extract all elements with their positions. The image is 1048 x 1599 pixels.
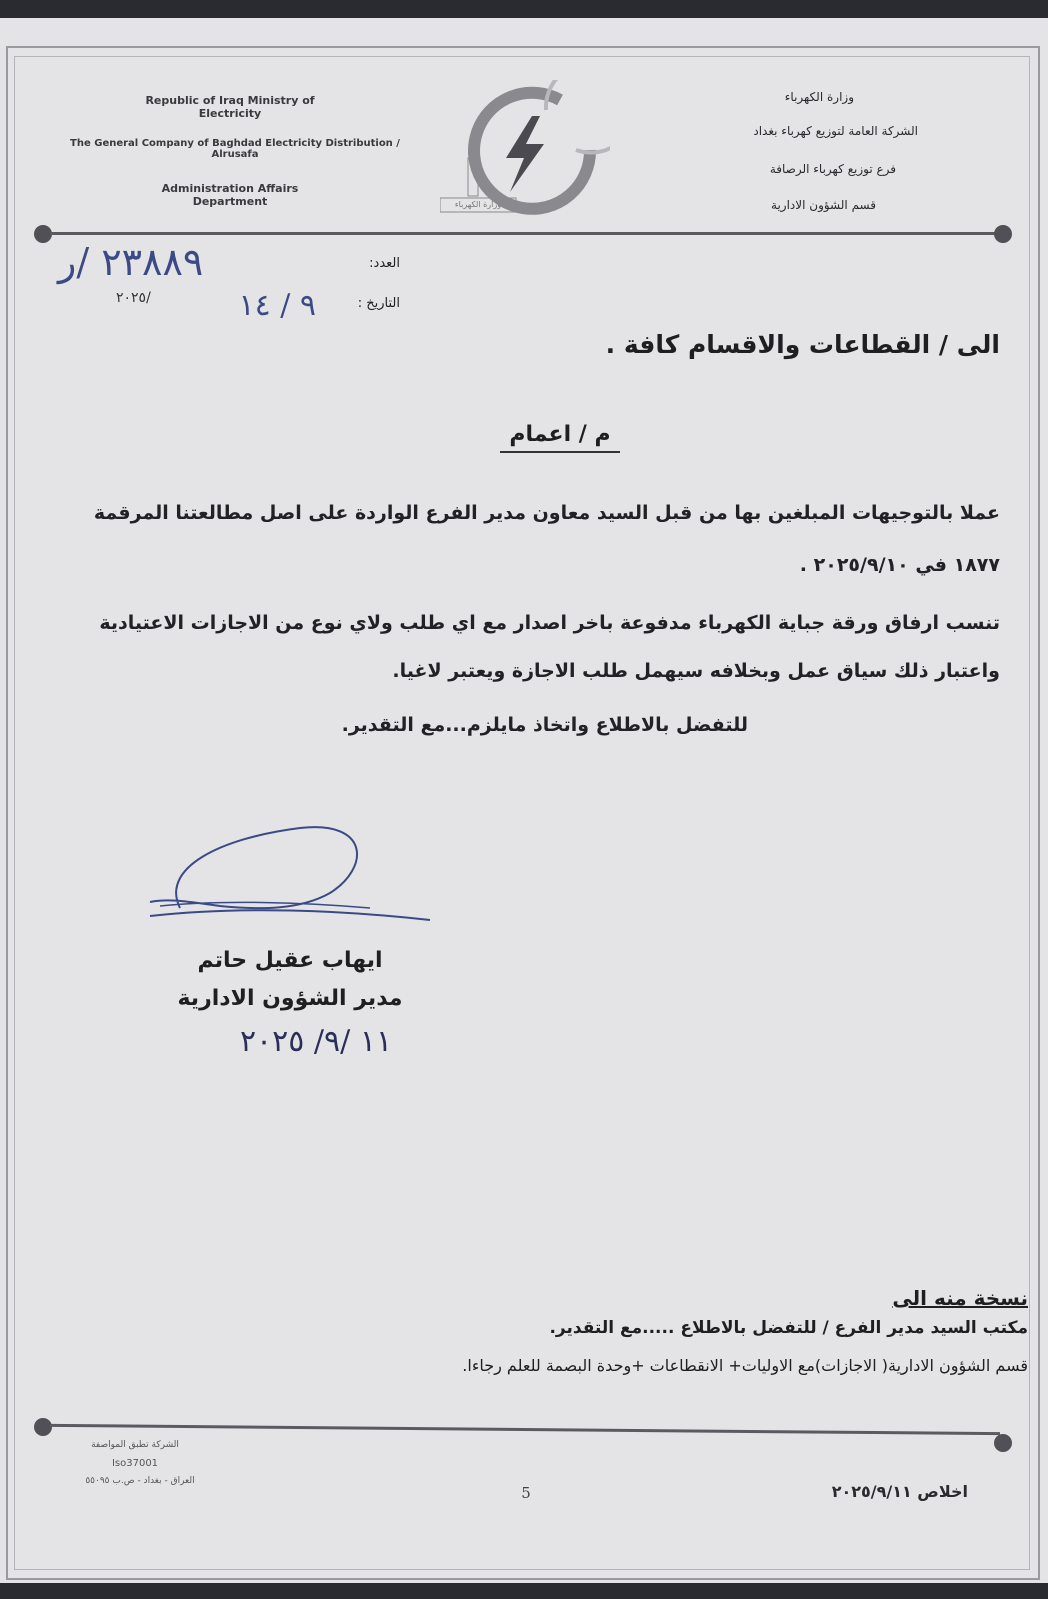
iso-code: Iso37001 <box>111 1458 159 1469</box>
document-page <box>0 18 1048 1583</box>
copies-line1: مكتب السيد مدير الفرع / للتفضل بالاطلاع .....مع التقدير. <box>549 1318 1028 1338</box>
header-en-line2: The General Company of Baghdad Electricity Distribution / Alrusafa <box>70 138 400 160</box>
paragraph2-line2: واعتبار ذلك سياق عمل وبخلافه سيهمل طلب الاجازة ويعتبر لاغيا. <box>392 660 1000 682</box>
header-ar-line4: قسم الشؤون الادارية <box>771 198 876 212</box>
copies-heading: نسخة منه الى <box>892 1286 1028 1310</box>
iso-label: الشركة تطبق المواصفة <box>91 1440 179 1450</box>
header-en-line3: Administration Affairs Department <box>161 182 299 208</box>
date-year: ٢٠٢٥/ <box>116 290 151 306</box>
paragraph1-line1: عملا بالتوجيهات المبلغين بها من قبل السيد معاون مدير الفرع الواردة على اصل مطالعتنا المرقمة <box>93 502 1000 524</box>
signatory-name: ايهاب عقيل حاتم <box>197 948 383 973</box>
paragraph2-line1: تنسب ارفاق ورقة جباية الكهرباء مدفوعة باخر اصدار مع اي طلب ولاي نوع من الاجازات الاعتيادية <box>99 612 1000 634</box>
number-handwritten: ٢٣٨٨٩ /ر <box>58 240 204 284</box>
page-number: 5 <box>521 1484 531 1502</box>
subject: م / اعمام <box>500 422 620 453</box>
date-label: التاريخ : <box>357 296 400 311</box>
addressee: الى / القطاعات والاقسام كافة . <box>605 330 1000 359</box>
closing: للتفضل بالاطلاع واتخاذ مايلزم...مع التقدير. <box>341 714 748 736</box>
signature-date: ١١ /٩/ ٢٠٢٥ <box>239 1024 393 1059</box>
header-en-line1: Republic of Iraq Ministry of Electricity <box>145 94 315 120</box>
copies-line2: قسم الشؤون الادارية( الاجازات)مع الاوليات+ الانقطاعات +وحدة البصمة للعلم رجاءا. <box>462 1356 1028 1375</box>
number-label: العدد: <box>369 256 400 271</box>
logo-caption: وزارة الكهرباء <box>454 200 502 209</box>
header-ar-line2: الشركة العامة لتوزيع كهرباء بغداد <box>753 124 918 138</box>
header-ar-line1: وزارة الكهرباء <box>784 90 854 104</box>
company-address: العراق - بغداد - ص.ب ٥٥٠٩٥ <box>85 1476 195 1486</box>
signatory-title: مدير الشؤون الادارية <box>177 986 403 1011</box>
footer-dot-right <box>994 1434 1012 1452</box>
ikhlas-date: اخلاص ٢٠٢٥/٩/١١ <box>831 1482 968 1501</box>
footer-dot-left <box>34 1418 52 1436</box>
header-rule <box>50 232 1000 235</box>
paragraph1-line2: ١٨٧٧ في ٢٠٢٥/٩/١٠ . <box>799 554 1000 576</box>
date-handwritten: ٩ / ١٤ <box>238 288 316 323</box>
rule-dot-right <box>994 225 1012 243</box>
handwritten-signature <box>140 798 440 938</box>
header-ar-line3: فرع توزيع كهرباء الرصافة <box>769 162 896 176</box>
